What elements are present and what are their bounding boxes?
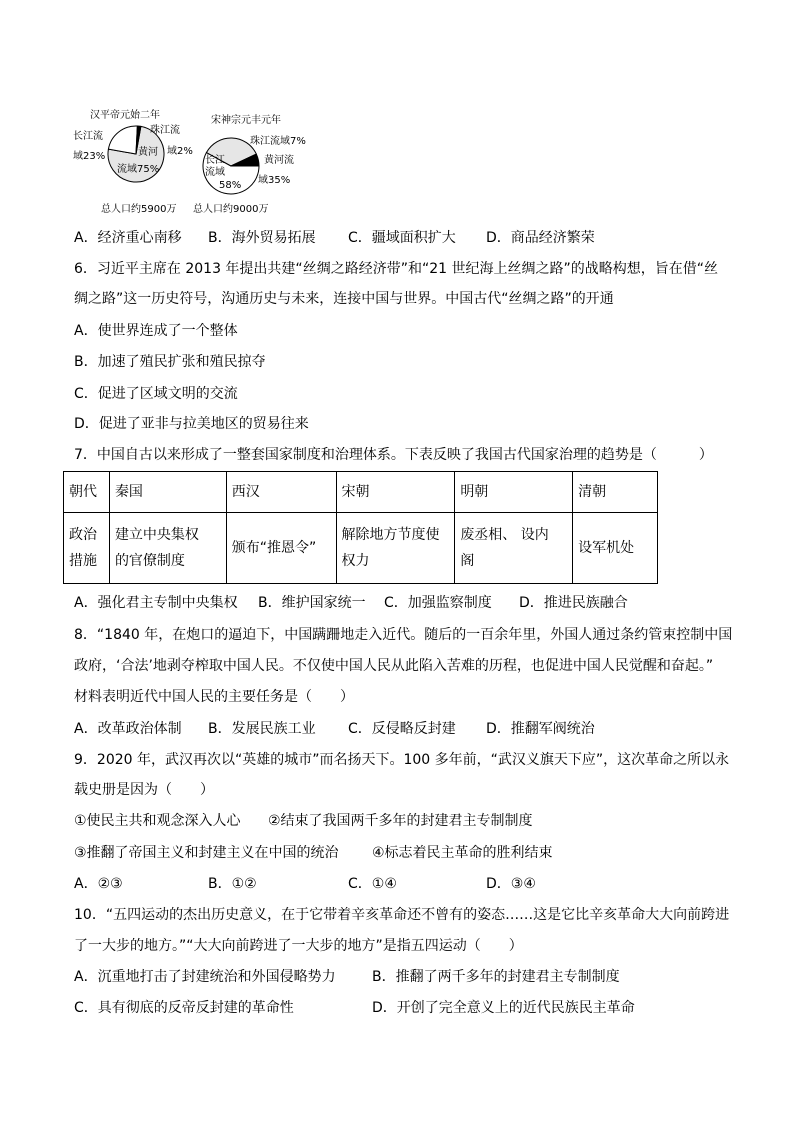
question-text: 政府，‘合法’地剥夺榨取中国人民。不仅使中国人民从此陷入苦难的历程，也促进中国人民觉醒和奋起。” (74, 658, 714, 674)
left-pie-label: 黄河 (138, 147, 158, 158)
option-c[interactable]: C．反侵略反封建 (348, 721, 456, 737)
table-cell: 建立中央集权 的官僚制度 (109, 513, 226, 584)
option-a[interactable]: A．使世界连成了一个整体 (74, 323, 238, 339)
question-text: 8．“1840 年，在炮口的逼迫下，中国蹒跚地走入近代。随后的一百余年里，外国人通过条约管束控制中国 (74, 627, 733, 643)
table-header-cell: 西汉 (226, 472, 336, 513)
statement-item: ③推翻了帝国主义和封建主义在中国的统治 (74, 845, 339, 861)
option-d[interactable]: D．③④ (486, 876, 536, 892)
left-pie-title: 汉平帝元始二年 (90, 110, 160, 121)
option-b[interactable]: B．发展民族工业 (208, 721, 316, 737)
option-b[interactable]: B．维护国家统一 (258, 595, 366, 611)
option-a[interactable]: A．强化君主专制中央集权 (74, 595, 238, 611)
right-pie-total: 总人口约9000万 (193, 204, 269, 215)
option-d[interactable]: D．促进了亚非与拉美地区的贸易往来 (74, 416, 309, 432)
question-text: 9．2020 年，武汉再次以“英雄的城市”而名扬天下。100 多年前，“武汉义旗天下应”，这次革命之所以永 (74, 752, 730, 768)
question-text: 10．“五四运动的杰出历史意义，在于它带着辛亥革命还不曾有的姿态……这是它比辛亥革命大大向前跨进 (74, 907, 730, 923)
question-text: 了一大步的地方。”“大大向前跨进了一大步的地方”是指五四运动（ ） (74, 938, 523, 954)
table-header-cell: 宋朝 (336, 472, 455, 513)
table-header-cell: 清朝 (573, 472, 658, 513)
option-a[interactable]: A．沉重地打击了封建统治和外国侵略势力 (74, 969, 336, 985)
option-d[interactable]: D．推翻军阀统治 (486, 721, 595, 737)
right-pie-label: 珠江流域7% (250, 136, 306, 147)
left-pie-label: 流域75% (117, 164, 160, 175)
dynasty-table (63, 471, 658, 584)
option-c[interactable]: C．加强监察制度 (384, 595, 492, 611)
right-pie-label: 长江 (205, 155, 225, 166)
right-pie-label: 域35% (258, 175, 291, 186)
option-b[interactable]: B．加速了殖民扩张和殖民掠夺 (74, 354, 266, 370)
table-cell: 废丞相、 设内 阁 (455, 513, 573, 584)
left-pie-label: 域2% (167, 146, 193, 157)
right-pie-label: 黄河流 (264, 155, 294, 166)
statement-item: ②结束了我国两千多年的封建君主专制制度 (268, 813, 533, 829)
option-c[interactable]: C．促进了区域文明的交流 (74, 386, 238, 402)
right-pie-label: 58% (219, 180, 242, 191)
statement-item: ④标志着民主革命的胜利结束 (372, 845, 553, 861)
option-b[interactable]: B．①② (208, 876, 257, 892)
question-text: 绸之路”这一历史符号，沟通历史与未来，连接中国与世界。中国古代“丝绸之路”的开通 (74, 291, 614, 307)
question-text: 7．中国自古以来形成了一整套国家制度和治理体系。下表反映了我国古代国家治理的趋势是（ ） (74, 447, 713, 463)
option-d[interactable]: D．开创了完全意义上的近代民族民主革命 (372, 1000, 635, 1016)
option-d[interactable]: D．商品经济繁荣 (486, 230, 595, 246)
table-cell: 颁布“推恩令” (226, 513, 336, 584)
table-cell: 设军机处 (573, 513, 658, 584)
table-header-cell: 明朝 (455, 472, 573, 513)
table-cell: 解除地方节度使 权力 (336, 513, 455, 584)
table-header-cell: 秦国 (109, 472, 226, 513)
option-d[interactable]: D．推进民族融合 (519, 595, 628, 611)
right-pie-title: 宋神宗元丰元年 (211, 115, 281, 126)
left-pie-label: 长江流 (73, 131, 103, 142)
question-text: 载史册是因为（ ） (74, 782, 214, 798)
option-c[interactable]: C．①④ (348, 876, 397, 892)
pie-slice (108, 126, 137, 154)
table-header-cell: 朝代 (64, 472, 110, 513)
left-pie-label: 域23% (73, 151, 106, 162)
option-c[interactable]: C．具有彻底的反帝反封建的革命性 (74, 1000, 294, 1016)
option-a[interactable]: A．改革政治体制 (74, 721, 182, 737)
question-text: 材料表明近代中国人民的主要任务是（ ） (74, 689, 354, 705)
table-row-label: 政治 措施 (64, 513, 110, 584)
statement-item: ①使民主共和观念深入人心 (74, 813, 241, 829)
left-pie-total: 总人口约5900万 (101, 204, 177, 215)
option-b[interactable]: B．推翻了两千多年的封建君主专制制度 (372, 969, 620, 985)
option-b[interactable]: B．海外贸易拓展 (208, 230, 316, 246)
left-pie-label: 珠江流 (150, 125, 180, 136)
option-c[interactable]: C．疆域面积扩大 (348, 230, 456, 246)
option-a[interactable]: A．②③ (74, 876, 123, 892)
question-text: 6．习近平主席在 2013 年提出共建“丝绸之路经济带”和“21 世纪海上丝绸之路”的战略构想，旨在借“丝 (74, 261, 718, 277)
right-pie-label: 流域 (205, 167, 225, 178)
option-a[interactable]: A．经济重心南移 (74, 230, 182, 246)
